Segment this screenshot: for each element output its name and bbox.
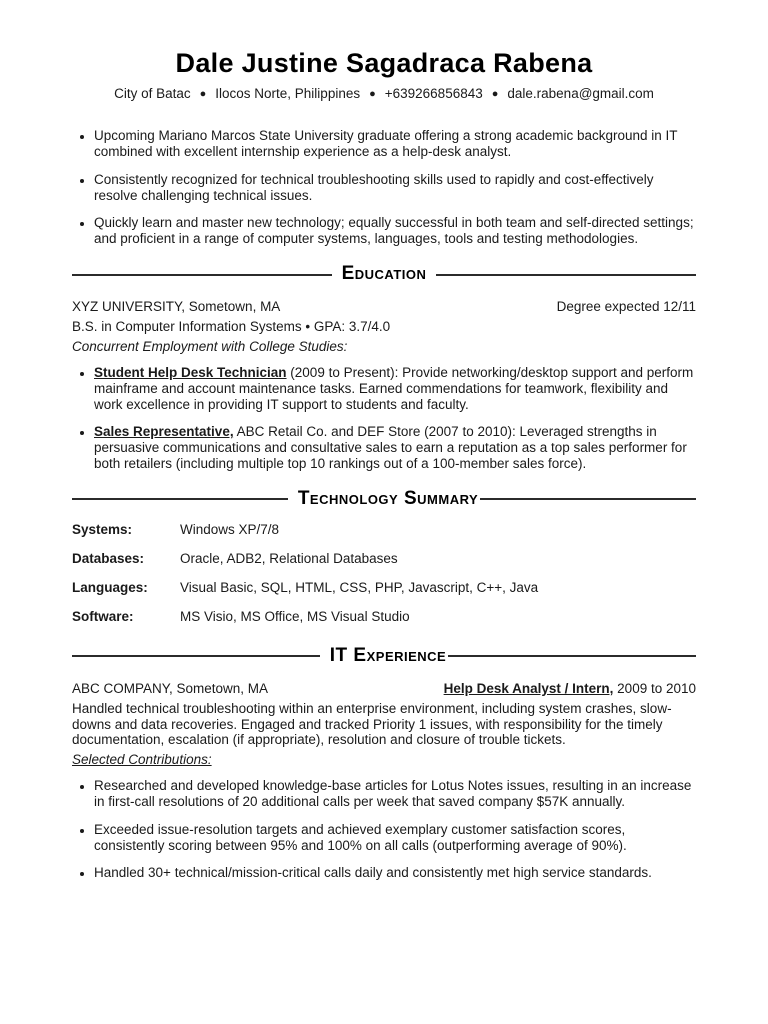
contribution-bullet: • Researched and developed knowledge-base articles for Lotus Notes issues, resulting in an increase in first-call resolutions of 20 additional calls per week that saved company $57K annually. <box>94 778 696 810</box>
job-description: ABC Retail Co. and DEF Store (2007 to 2010): Leveraged strengths in persuasive communications and consultative sales to earn a reputation as a top sales performer for both retailers (including multiple top 10 rankings out of a 100-member sales force). <box>94 424 687 471</box>
contribution-bullet: • Exceeded issue-resolution targets and achieved exemplary customer satisfaction scores, consistently scoring between 95% and 100% on all calls (outperforming average of 90%). <box>94 822 696 854</box>
tech-row-label: Databases: <box>72 550 145 566</box>
contact-region: Ilocos Norte, Philippines <box>215 86 361 102</box>
education-job <box>94 365 696 412</box>
tech-row-value: Visual Basic, SQL, HTML, CSS, PHP, Javascript, C++, Java <box>180 579 539 595</box>
job-description: (2009 to Present): Provide networking/desktop support and perform mainframe and account maintenance tasks. Earned commendations for teamwork, flexibility and work excellence in providing IT support to students and faculty. <box>94 365 694 412</box>
contributions-list <box>72 778 696 881</box>
job-title: Sales Representative, <box>94 424 234 440</box>
concurrent-employment-note: Concurrent Employment with College Studies: <box>72 339 348 355</box>
bullet-separator-icon: ● <box>491 88 499 101</box>
role-title: Help Desk Analyst / Intern, <box>443 680 614 696</box>
tech-row-value: MS Visio, MS Office, MS Visual Studio <box>180 608 410 624</box>
bullet-separator-icon: ● <box>199 88 207 101</box>
school-name: XYZ UNIVERSITY, Sometown, MA <box>72 299 281 315</box>
section-rule-right <box>480 498 696 500</box>
tech-row-label: Languages: <box>72 579 148 595</box>
technology-summary-table <box>72 522 696 625</box>
experience-description: Handled technical troubleshooting within an enterprise environment, including system crashes, slow-downs and data recoveries. Engaged and tracked Priority 1 issues, with responsibility for the timely documentation, escalation (if appropriate), resolution and closure of trouble tickets. <box>72 700 672 748</box>
contact-city: City of Batac <box>114 86 191 102</box>
degree-expected: Degree expected 12/11 <box>556 299 696 315</box>
tech-row-value: Windows XP/7/8 <box>180 521 280 537</box>
company-name: ABC COMPANY, Sometown, MA <box>72 680 269 696</box>
candidate-name: Dale Justine Sagadraca Rabena <box>175 48 593 78</box>
education-section-header <box>72 264 696 285</box>
education-job-list <box>72 365 696 472</box>
contribution-bullet: • Handled 30+ technical/mission-critical calls daily and consistently met high service standards. <box>94 865 696 881</box>
section-rule-left <box>72 274 332 276</box>
selected-contributions-label: Selected Contributions: <box>72 752 212 768</box>
section-rule-right <box>448 655 696 657</box>
summary-bullet: • Upcoming Mariano Marcos State University graduate offering a strong academic background in IT combined with excellent internship experience as a help-desk analyst. <box>94 128 696 160</box>
role-and-dates <box>444 679 696 699</box>
summary-bullet: • Quickly learn and master new technology; equally successful in both team and self-directed settings; and proficient in a range of computer systems, languages, tools and testing methodologies. <box>94 215 696 247</box>
summary-bullet: • Consistently recognized for technical troubleshooting skills used to rapidly and cost-effectively resolve challenging technical issues. <box>94 172 696 204</box>
education-job <box>94 424 696 471</box>
education-section-title: Education <box>341 263 427 285</box>
tech-row-label: Software: <box>72 608 134 624</box>
tech-row-label: Systems: <box>72 521 133 537</box>
experience-section-title: IT Experience <box>329 644 447 666</box>
section-rule-right <box>436 274 696 276</box>
experience-section-header <box>72 646 696 667</box>
contact-line <box>72 86 696 102</box>
technology-section-header <box>72 489 696 510</box>
role-dates: 2009 to 2010 <box>613 680 696 696</box>
contact-email: dale.rabena@gmail.com <box>507 86 654 102</box>
contact-phone: +639266856843 <box>384 86 483 102</box>
experience-company-row <box>72 679 696 699</box>
bullet-separator-icon: ● <box>369 88 376 101</box>
degree-line: B.S. in Computer Information Systems • GPA: 3.7/4.0 <box>72 319 391 335</box>
summary-bullet-list <box>72 128 696 247</box>
tech-row-value: Oracle, ADB2, Relational Databases <box>180 550 398 566</box>
section-rule-left <box>72 498 288 500</box>
education-school-row <box>72 297 696 317</box>
technology-section-title: Technology Summary <box>297 487 479 509</box>
job-title: Student Help Desk Technician <box>94 365 287 381</box>
section-rule-left <box>72 655 320 657</box>
